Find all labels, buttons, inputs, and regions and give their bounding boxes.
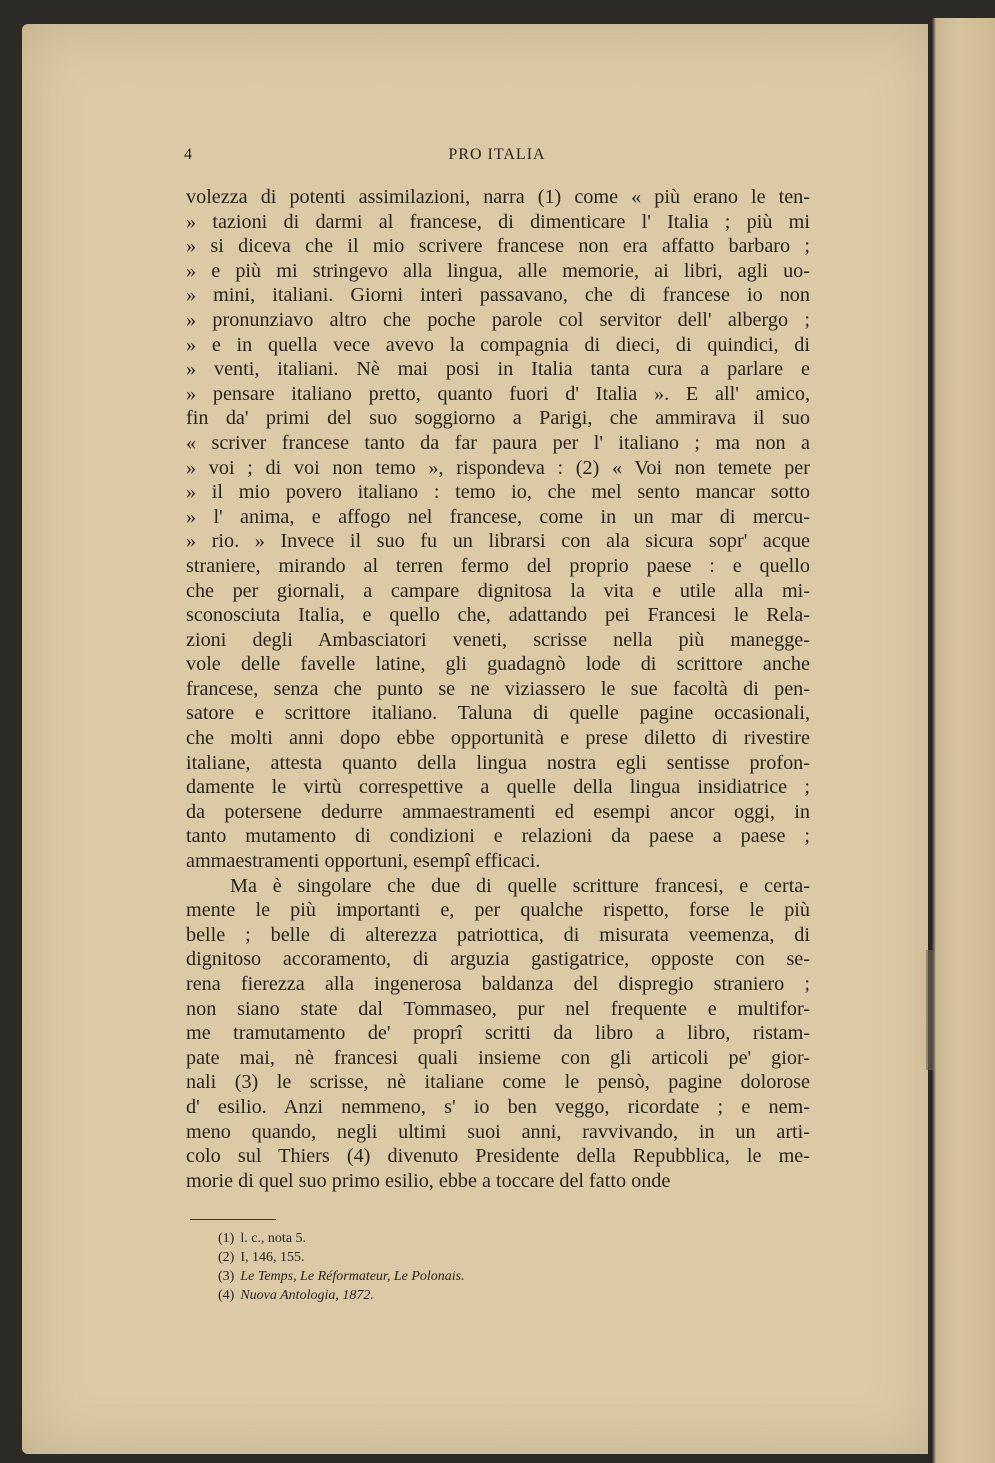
footnote-text: I, 146, 155. bbox=[240, 1250, 305, 1265]
text-line: » e più mi stringevo alla lingua, alle memorie, ai libri, agli uo- bbox=[186, 259, 810, 282]
text-line: » pronunziavo altro che poche parole col servitor dell' albergo ; bbox=[186, 308, 810, 331]
text-line: meno quando, negli ultimi suoi anni, ravvivando, in un arti- bbox=[186, 1120, 810, 1143]
text-line: morie di quel suo primo esilio, ebbe a toccare del fatto onde bbox=[186, 1169, 671, 1192]
footnote bbox=[218, 1248, 778, 1267]
text-line: belle ; belle di alterezza patriottica, di misurata veemenza, di bbox=[186, 923, 810, 946]
text-line: straniere, mirando al terren fermo del proprio paese : e quello bbox=[186, 554, 810, 577]
footnote-ref: (2) bbox=[218, 1250, 235, 1265]
footnote-text: l. c., nota 5. bbox=[240, 1231, 307, 1246]
text-line: non siano state dal Tommaseo, pur nel frequente e multifor- bbox=[186, 997, 810, 1020]
text-line: tanto mutamento di condizioni e relazioni da paese a paese ; bbox=[186, 825, 810, 848]
text-line: pate mai, nè francesi quali insieme con gli articoli pe' gior- bbox=[186, 1046, 810, 1069]
facing-page-edge bbox=[928, 18, 995, 1463]
text-line: » venti, italiani. Nè mai posi in Italia tanta cura a parlare e bbox=[186, 358, 810, 381]
text-line: satore e scrittore italiano. Taluna di quelle pagine occasionali, bbox=[186, 702, 810, 725]
text-line: che per giornali, a campare dignitosa la vita e utile alla mi- bbox=[186, 579, 810, 602]
footnote bbox=[218, 1267, 778, 1286]
footnote-ref: (3) bbox=[218, 1269, 235, 1284]
text-line: italiane, attesta quanto della lingua nostra egli sentisse profon- bbox=[186, 751, 810, 774]
text-line: » l' anima, e affogo nel francese, come in un mar di mercu- bbox=[186, 505, 810, 528]
text-line: sconosciuta Italia, e quello che, adattando pei Francesi le Rela- bbox=[186, 604, 810, 627]
text-line: » rio. » Invece il suo fu un librarsi con ala sicura sopr' acque bbox=[186, 530, 810, 553]
text-line: » tazioni di darmi al francese, di dimenticare l' Italia ; più mi bbox=[186, 210, 810, 233]
text-line: ammaestramenti opportuni, esempî efficaci. bbox=[186, 850, 541, 873]
text-line: damente le virtù correspettive a quelle della lingua insidiatrice ; bbox=[186, 776, 810, 799]
text-line: mente le più importanti e, per qualche rispetto, forse le più bbox=[186, 899, 810, 922]
text-line: Ma è singolare che due di quelle scritture francesi, e certa- bbox=[230, 874, 810, 897]
text-line: « scriver francese tanto da far paura per l' italiano ; ma non a bbox=[186, 431, 810, 454]
page-header bbox=[184, 146, 810, 168]
text-line: volezza di potenti assimilazioni, narra (1) come « più erano le ten- bbox=[186, 186, 810, 208]
footnote bbox=[218, 1229, 778, 1248]
footnote-text: Nuova Antologia, 1872. bbox=[240, 1288, 374, 1303]
text-line: » voi ; di voi non temo », rispondeva : (2) « Voi non temete per bbox=[186, 456, 810, 479]
text-line: dignitoso accoramento, di arguzia gastigatrice, opposte con se- bbox=[186, 948, 810, 971]
text-line: » il mio povero italiano : temo io, che mel sento mancar sotto bbox=[186, 481, 810, 504]
text-line: d' esilio. Anzi nemmeno, s' io ben veggo, ricordate ; e nem- bbox=[186, 1095, 810, 1118]
text-line: » e in quella vece avevo la compagnia di dieci, di quindici, di bbox=[186, 333, 810, 356]
footnote-rule bbox=[190, 1219, 276, 1220]
text-line: » pensare italiano pretto, quanto fuori d' Italia ». E all' amico, bbox=[186, 382, 810, 405]
text-line: vole delle favelle latine, gli guadagnò lode di scrittore anche bbox=[186, 653, 810, 676]
text-line: che molti anni dopo ebbe opportunità e prese diletto di rivestire bbox=[186, 727, 810, 750]
text-line: rena fierezza alla ingenerosa baldanza del dispregio straniero ; bbox=[186, 973, 810, 995]
binding-shadow bbox=[926, 950, 934, 1070]
text-line: » mini, italiani. Giorni interi passavano, che di francese io non bbox=[186, 284, 810, 307]
page-number: 4 bbox=[184, 146, 192, 163]
footnote bbox=[218, 1286, 778, 1305]
footnote-text: Le Temps, Le Réformateur, Le Polonais. bbox=[240, 1269, 465, 1284]
text-line: me tramutamento de' proprî scritti da libro a libro, ristam- bbox=[186, 1022, 810, 1045]
footnotes bbox=[218, 1229, 778, 1305]
text-line: colo sul Thiers (4) divenuto Presidente della Repubblica, le me- bbox=[186, 1145, 810, 1168]
text-line: francese, senza che punto se ne viziassero le sue facoltà di pen- bbox=[186, 677, 810, 700]
text-line: nali (3) le scrisse, nè italiane come le pensò, pagine dolorose bbox=[186, 1071, 810, 1094]
text-line: fin da' primi del suo soggiorno a Parigi, che ammirava il suo bbox=[186, 407, 810, 430]
text-line: » si diceva che il mio scrivere francese non era affatto barbaro ; bbox=[186, 235, 810, 258]
text-line: da potersene dedurre ammaestramenti ed esempi ancor oggi, in bbox=[186, 800, 810, 823]
running-title: PRO ITALIA bbox=[448, 146, 546, 163]
footnote-ref: (1) bbox=[218, 1231, 235, 1246]
text-line: zioni degli Ambasciatori veneti, scrisse nella più manegge- bbox=[186, 628, 810, 651]
body-text bbox=[186, 185, 810, 1193]
footnote-ref: (4) bbox=[218, 1288, 235, 1303]
